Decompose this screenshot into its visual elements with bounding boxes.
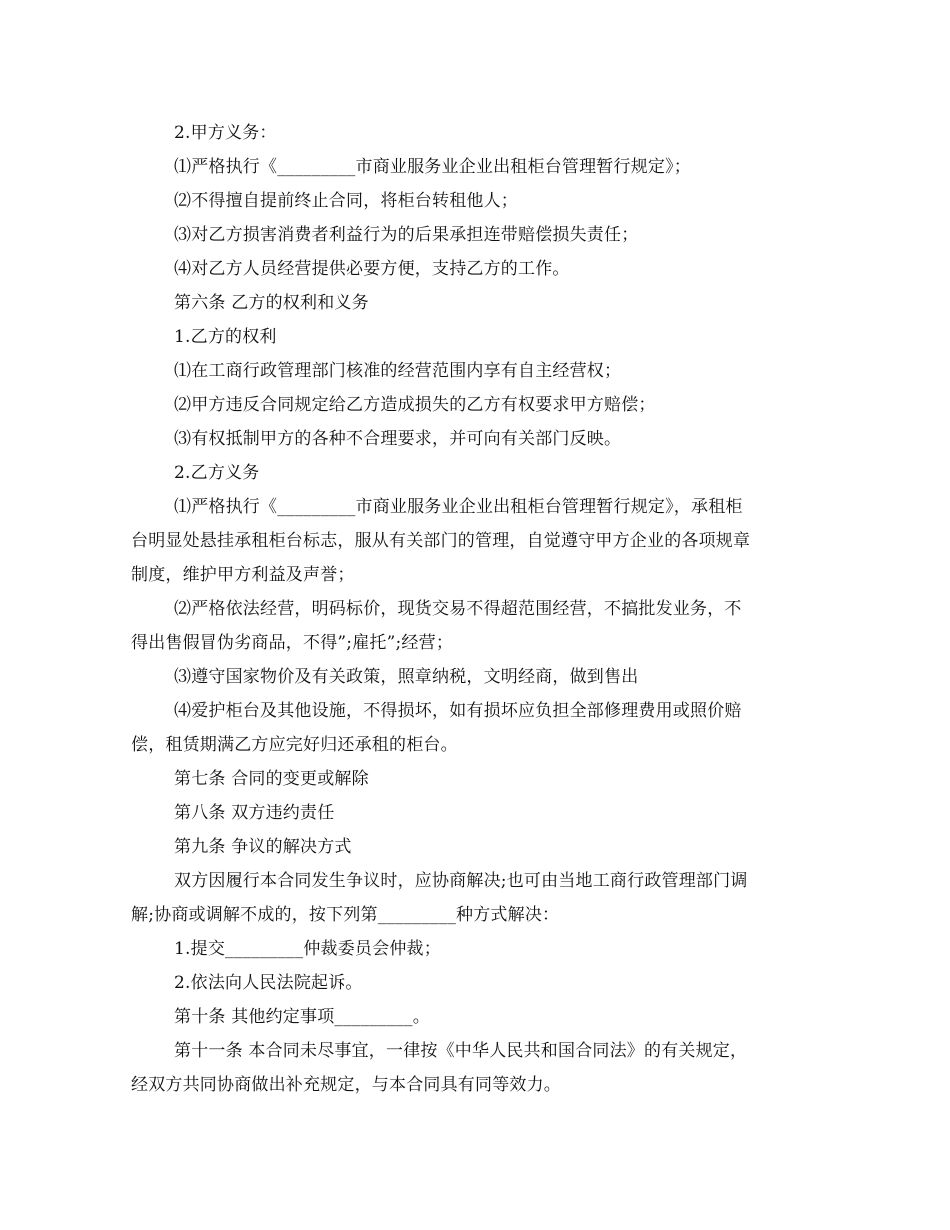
clause-paragraph (131, 592, 814, 660)
clause-line: ⑴在工商行政管理部门核准的经营范围内享有自主经营权； (174, 361, 622, 381)
clause-paragraph (131, 1034, 814, 1102)
section-heading: 1.乙方的权利 (174, 327, 277, 347)
clause-line: ⑶遵守国家物价及有关政策，照章纳税，文明经商，做到售出 (174, 667, 639, 687)
clause-line: ⑵不得擅自提前终止合同，将柜台转租他人； (174, 191, 518, 211)
clause-paragraph (131, 694, 814, 762)
clause-line: 2.依法向人民法院起诉。 (174, 973, 363, 993)
paragraph-line: ⑷爱护柜台及其他设施，不得损坏，如有损坏应负担全部修理费用或照价赔 (174, 701, 742, 721)
article-heading: 第六条 乙方的权利和义务 (174, 293, 369, 313)
paragraph-line: 第十一条 本合同未尽事宜，一律按《中华人民共和国合同法》的有关规定， (174, 1041, 748, 1061)
clause-line: ⑷对乙方人员经营提供必要方便，支持乙方的工作。 (174, 259, 570, 279)
article-heading: 第七条 合同的变更或解除 (174, 769, 369, 789)
paragraph-line: 经双方共同协商做出补充规定，与本合同具有同等效力。 (131, 1075, 561, 1095)
document-body (131, 116, 814, 1102)
article-heading: 第九条 争议的解决方式 (174, 837, 352, 857)
clause-paragraph (131, 864, 814, 932)
clause-line: 1.提交_________仲裁委员会仲裁； (174, 939, 441, 959)
clause-line: 2.甲方义务： (174, 123, 277, 143)
paragraph-line: 解;协商或调解不成的，按下列第_________种方式解决： (131, 905, 560, 925)
paragraph-line: 制度，维护甲方利益及声誉； (131, 565, 355, 585)
clause-line: ⑴严格执行《_________市商业服务业企业出租柜台管理暂行规定》； (174, 157, 691, 177)
clause-line: ⑵甲方违反合同规定给乙方造成损失的乙方有权要求甲方赔偿； (174, 395, 656, 415)
clause-line: ⑶有权抵制甲方的各种不合理要求，并可向有关部门反映。 (174, 429, 622, 449)
paragraph-line: 双方因履行本合同发生争议时，应协商解决;也可由当地工商行政管理部门调 (174, 871, 748, 891)
paragraph-line: 台明显处悬挂承租柜台标志，服从有关部门的管理，自觉遵守甲方企业的各项规章 (131, 531, 751, 551)
section-heading: 2.乙方义务 (174, 463, 260, 483)
clause-line: ⑶对乙方损害消费者利益行为的后果承担连带赔偿损失责任； (174, 225, 639, 245)
paragraph-line: 得出售假冒伪劣商品，不得”;雇托”;经营； (131, 633, 454, 653)
clause-paragraph (131, 490, 814, 592)
paragraph-line: 偿，租赁期满乙方应完好归还承租的柜台。 (131, 735, 458, 755)
paragraph-line: ⑵严格依法经营，明码标价，现货交易不得超范围经营，不搞批发业务，不 (174, 599, 742, 619)
article-heading: 第十条 其他约定事项_________。 (174, 1007, 430, 1027)
article-heading: 第八条 双方违约责任 (174, 803, 335, 823)
paragraph-line: ⑴严格执行《_________市商业服务业企业出租柜台管理暂行规定》，承租柜 (174, 497, 743, 517)
